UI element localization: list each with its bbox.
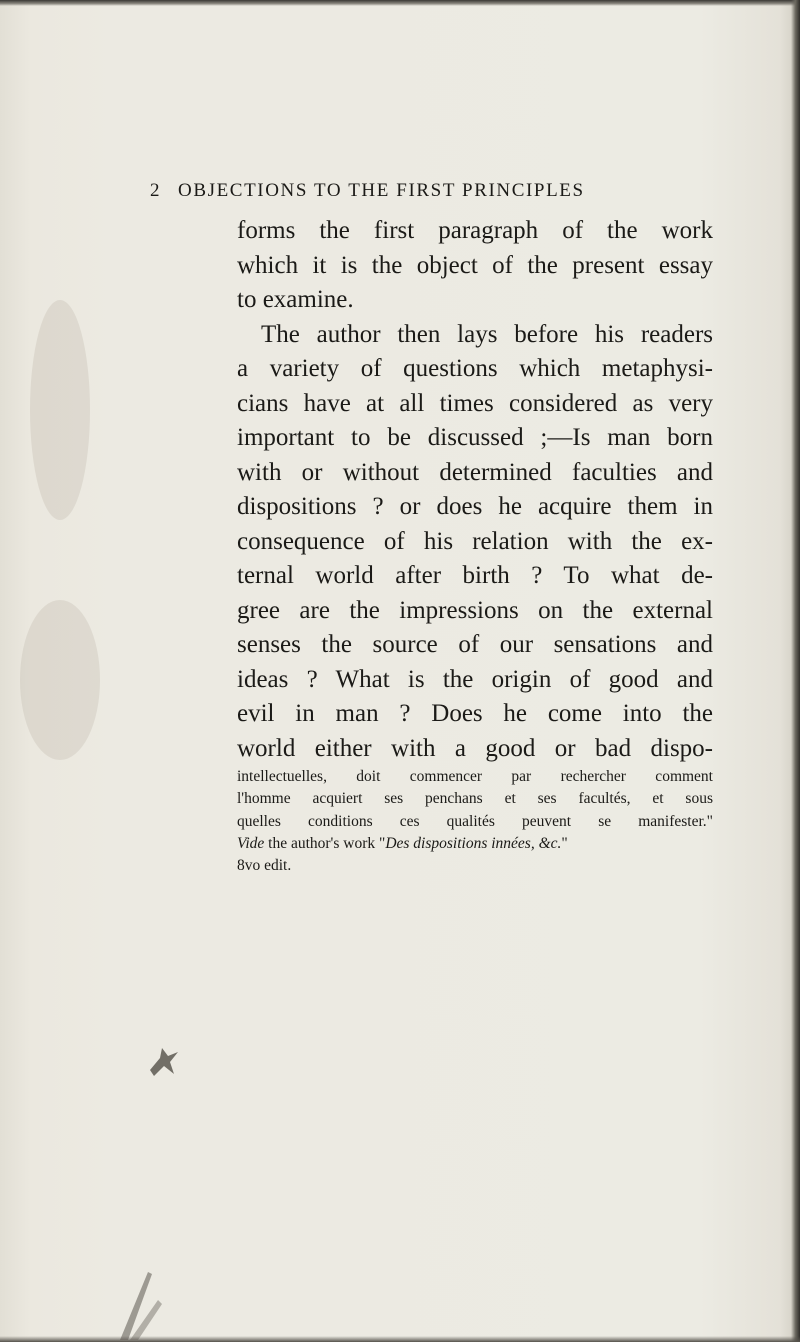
text-line: which it is the object of the present essay bbox=[237, 251, 713, 279]
text-line: with or without determined faculties and bbox=[237, 458, 713, 486]
paper-stain bbox=[20, 600, 100, 760]
text-line: a variety of questions which metaphysi- bbox=[237, 355, 713, 382]
page-number: 2 bbox=[150, 180, 162, 201]
footnote-line: l'homme acquiert ses penchans et ses facultés, et sous bbox=[237, 790, 713, 808]
body-text bbox=[237, 214, 713, 766]
ink-blot-icon bbox=[146, 1040, 186, 1080]
text-line: ternal world after birth ? To what de- bbox=[237, 562, 713, 589]
page-top-edge bbox=[0, 0, 800, 6]
text-line: evil in man ? Does he come into the bbox=[237, 700, 713, 727]
footnote bbox=[237, 766, 713, 877]
running-header bbox=[150, 180, 710, 202]
text-line: consequence of his relation with the ex- bbox=[237, 527, 713, 555]
text-line: forms the first paragraph of the work bbox=[237, 217, 713, 244]
reference-text: the author's work " bbox=[264, 834, 386, 852]
footnote-reference-line bbox=[237, 833, 713, 855]
text-line: important to be discussed ;—Is man born bbox=[237, 424, 713, 451]
running-title: OBJECTIONS TO THE FIRST PRINCIPLES bbox=[178, 180, 585, 201]
vide-word: Vide bbox=[237, 834, 265, 852]
page-fold-mark-icon bbox=[118, 1270, 178, 1342]
paper-stain bbox=[30, 300, 90, 520]
footnote-line: quelles conditions ces qualités peuvent se manifester." bbox=[237, 812, 713, 830]
text-line: to examine. bbox=[237, 286, 354, 313]
text-line: gree are the impressions on the external bbox=[237, 596, 713, 624]
closing-quote: " bbox=[561, 834, 568, 852]
text-line: The author then lays before his readers bbox=[261, 320, 713, 348]
text-line: senses the source of our sensations and bbox=[237, 631, 713, 658]
page-right-edge bbox=[791, 0, 800, 1342]
footnote-line: intellectuelles, doit commencer par rechercher comment bbox=[237, 768, 713, 785]
text-line: world either with a good or bad dispo- bbox=[237, 734, 713, 762]
footnote-edition: 8vo edit. bbox=[237, 857, 292, 875]
text-line: dispositions ? or does he acquire them in bbox=[237, 493, 713, 520]
text-line: ideas ? What is the origin of good and bbox=[237, 665, 713, 693]
text-line: cians have at all times considered as very bbox=[237, 389, 713, 417]
work-title: Des dispositions innées, &c. bbox=[385, 834, 562, 852]
